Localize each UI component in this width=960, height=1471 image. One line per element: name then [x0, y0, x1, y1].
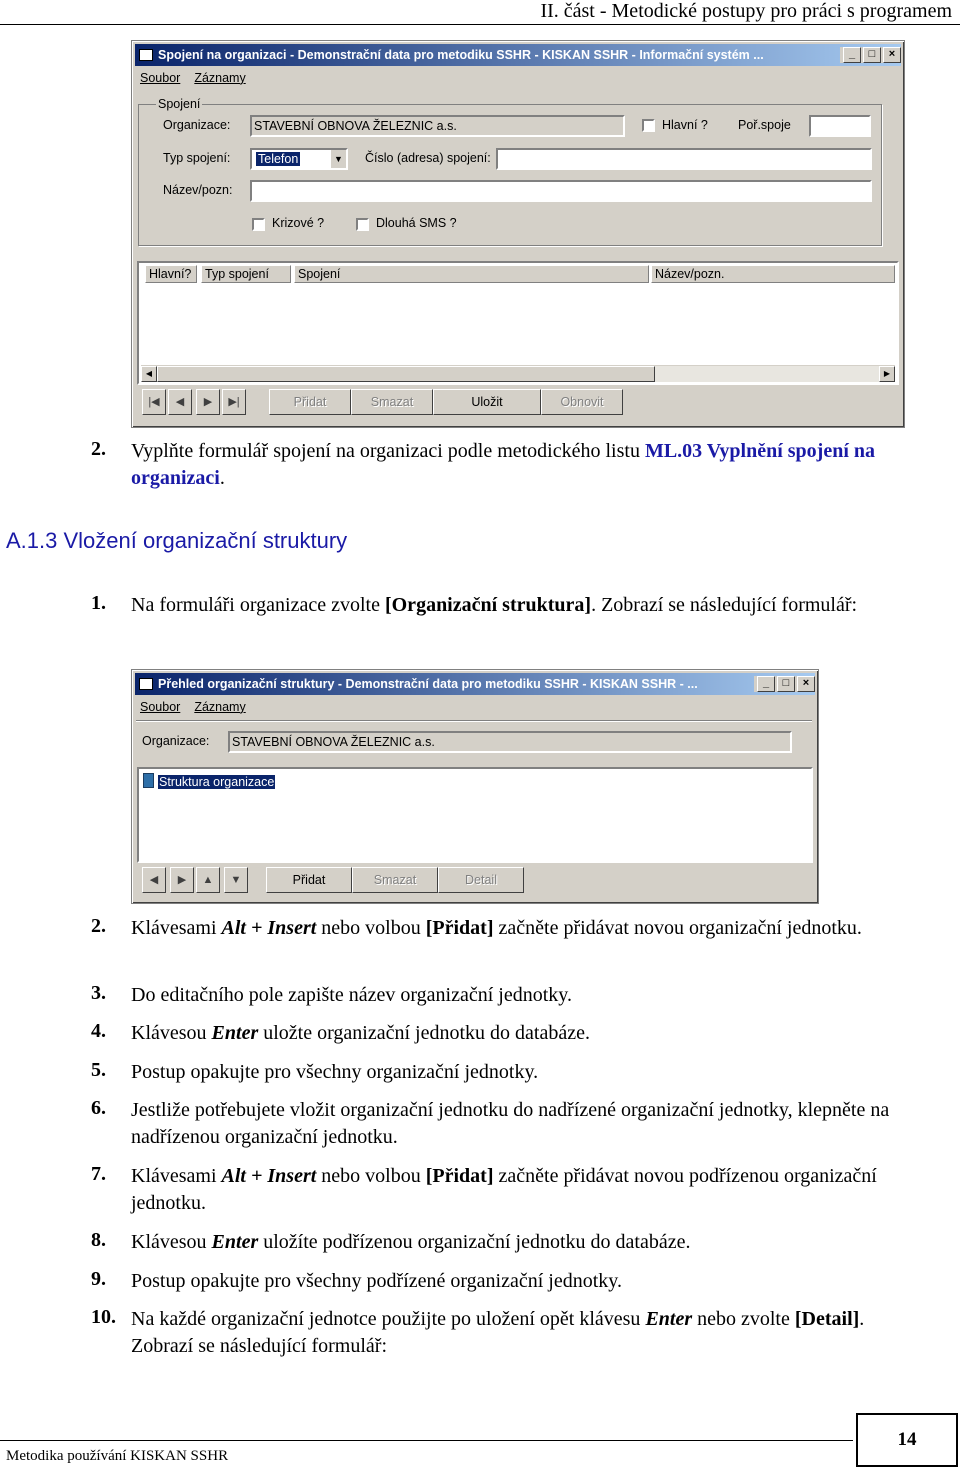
delete-button[interactable]: Smazat	[352, 867, 438, 893]
step-text-part: začněte přidávat novou podřízenou organizační jednotku.	[131, 1165, 877, 1214]
step-text-end: .	[219, 467, 225, 489]
menu-bar	[140, 71, 246, 85]
step-number: 1.	[91, 592, 106, 614]
number-label: Číslo (adresa) spojení:	[365, 151, 491, 165]
name-field[interactable]	[250, 180, 872, 202]
column-header-type[interactable]: Typ spojení	[201, 265, 291, 283]
order-field[interactable]	[809, 115, 871, 137]
step-text	[131, 982, 921, 1009]
menu-separator	[136, 720, 812, 721]
organization-field: STAVEBNÍ OBNOVA ŽELEZNIC a.s.	[228, 731, 792, 753]
step-text-part: Klávesami	[131, 917, 222, 939]
scroll-thumb[interactable]	[157, 366, 655, 382]
organization-field: STAVEBNÍ OBNOVA ŽELEZNIC a.s.	[250, 115, 625, 137]
org-structure-titlebar[interactable]	[135, 673, 815, 695]
maximize-icon[interactable]: □	[863, 47, 881, 63]
type-label: Typ spojení:	[163, 151, 231, 165]
org-structure-window	[131, 669, 819, 904]
step-text-part: Klávesou	[131, 1231, 212, 1253]
step-text-part: Postup opakujte pro všechny organizační jednotky.	[131, 1061, 539, 1083]
save-button[interactable]: Uložit	[433, 389, 541, 415]
tree-item-label: Struktura organizace	[159, 775, 275, 789]
add-button[interactable]: Přidat	[266, 867, 352, 893]
sms-label: Dlouhá SMS ?	[376, 216, 457, 230]
groupbox-label: Spojení	[158, 97, 201, 111]
step-text-part: uložíte podřízenou organizační jednotku do databáze.	[258, 1231, 691, 1253]
step-text-emphasis: [Detail]	[794, 1308, 860, 1330]
step-text-emphasis: [Přidat]	[425, 1165, 494, 1187]
window-app-icon	[139, 49, 153, 61]
minimize-icon[interactable]: _	[757, 676, 775, 692]
step-text-bold: [Organizační struktura]	[384, 594, 592, 616]
footer-rule	[0, 1440, 853, 1441]
refresh-button[interactable]: Obnovit	[541, 389, 623, 415]
last-record-icon[interactable]: ▶|	[222, 389, 246, 415]
step-number: 10.	[91, 1306, 116, 1328]
menu-bar	[140, 700, 246, 714]
menu-zaznamy[interactable]: Záznamy	[194, 71, 246, 85]
step-number: 3.	[91, 982, 106, 1004]
step-text-emphasis: Enter	[211, 1022, 259, 1044]
order-label: Poř.spoje	[738, 118, 791, 132]
section-heading: A.1.3 Vložení organizační struktury	[6, 528, 348, 553]
step-number: 5.	[91, 1059, 106, 1081]
step-number: 6.	[91, 1097, 106, 1119]
scroll-left-icon[interactable]: ◀	[141, 366, 157, 382]
crisis-checkbox[interactable]	[252, 218, 265, 231]
maximize-icon[interactable]: □	[777, 676, 795, 692]
step-text-part: . Zobrazí se následující formulář:	[131, 1308, 865, 1357]
number-field[interactable]	[496, 148, 872, 170]
step-text-emphasis: Enter	[645, 1308, 693, 1330]
step-number: 7.	[91, 1163, 106, 1185]
step-text-part: začněte přidávat novou organizační jednotku.	[493, 917, 862, 939]
step-text	[131, 592, 911, 619]
step-text	[131, 1163, 921, 1217]
step-text	[131, 915, 921, 942]
connections-grid[interactable]	[137, 261, 899, 385]
chevron-down-icon[interactable]: ▼	[330, 150, 346, 168]
step-text	[131, 1268, 921, 1295]
step-number: 2.	[91, 438, 106, 460]
type-select-value: Telefon	[258, 152, 299, 166]
first-record-icon[interactable]: |◀	[142, 389, 166, 415]
menu-soubor[interactable]: Soubor	[140, 700, 181, 714]
close-icon[interactable]: ×	[883, 47, 901, 63]
footer-text: Metodika používání KISKAN SSHR	[6, 1448, 229, 1464]
step-text-part: Vyplňte formulář spojení na organizaci podle metodického listu	[131, 440, 645, 462]
window-app-icon	[139, 678, 153, 690]
step-text-emphasis: [Přidat]	[425, 917, 494, 939]
step-text-part: . Zobrazí se následující formulář:	[591, 594, 858, 616]
step-number: 4.	[91, 1020, 106, 1042]
main-checkbox[interactable]	[642, 119, 655, 132]
move-up-icon[interactable]: ▲	[196, 867, 220, 893]
type-select[interactable]	[250, 148, 348, 170]
step-number: 9.	[91, 1268, 106, 1290]
step-text-part: uložte organizační jednotku do databáze.	[258, 1022, 590, 1044]
column-header-main[interactable]: Hlavní?	[145, 265, 197, 283]
step-text	[131, 438, 921, 492]
step-text-part: Klávesou	[131, 1022, 212, 1044]
step-text-part: Na formuláři organizace zvolte	[131, 594, 385, 616]
main-label: Hlavní ?	[662, 118, 708, 132]
step-text-emphasis: Alt + Insert	[221, 1165, 317, 1187]
step-text	[131, 1306, 921, 1360]
window-title: Přehled organizační struktury - Demonstrační data pro metodiku SSHR - KISKAN SSHR - ...	[158, 677, 698, 691]
methodology-reference[interactable]: ML.03 Vyplnění spojení na organizaci	[131, 440, 876, 489]
step-number: 8.	[91, 1229, 106, 1251]
next-record-icon[interactable]: ▶	[196, 389, 220, 415]
column-header-name[interactable]: Název/pozn.	[651, 265, 895, 283]
step-text-emphasis: Alt + Insert	[221, 917, 317, 939]
window-title: Spojení na organizaci - Demonstrační data pro metodiku SSHR - KISKAN SSHR - Informační systém ...	[158, 48, 764, 62]
step-text-part: nebo zvolte	[692, 1308, 795, 1330]
detail-button[interactable]: Detail	[438, 867, 524, 893]
step-text	[131, 1097, 921, 1151]
scroll-right-icon[interactable]: ▶	[879, 366, 895, 382]
step-text-part: Postup opakujte pro všechny podřízené organizační jednotky.	[131, 1270, 622, 1292]
menu-zaznamy[interactable]: Záznamy	[194, 700, 246, 714]
connection-window-titlebar[interactable]	[135, 44, 901, 66]
minimize-icon[interactable]: _	[843, 47, 861, 63]
step-text-part: nebo volbou	[316, 917, 426, 939]
prev-record-icon[interactable]: ◀	[168, 389, 192, 415]
close-icon[interactable]: ×	[797, 676, 815, 692]
tree-item[interactable]	[143, 773, 275, 789]
delete-button[interactable]: Smazat	[351, 389, 433, 415]
step-text-part: nebo volbou	[316, 1165, 426, 1187]
name-label: Název/pozn:	[163, 183, 233, 197]
organization-label: Organizace:	[142, 734, 210, 748]
org-tree[interactable]	[137, 767, 813, 863]
sms-checkbox[interactable]	[356, 218, 369, 231]
running-header: II. část - Metodické postupy pro práci s programem	[540, 0, 952, 22]
step-text-part: Na každé organizační jednotce použijte po uložení opět klávesu	[131, 1308, 646, 1330]
add-button[interactable]: Přidat	[269, 389, 351, 415]
column-header-connection[interactable]: Spojení	[294, 265, 649, 283]
connection-window	[131, 40, 905, 428]
move-down-icon[interactable]: ▼	[224, 867, 248, 893]
organization-label: Organizace:	[163, 118, 231, 132]
step-text-part: Do editačního pole zapište název organizační jednotky.	[131, 984, 572, 1006]
step-text-emphasis: Enter	[211, 1231, 259, 1253]
header-rule	[0, 24, 960, 25]
step-text-part: Jestliže potřebujete vložit organizační jednotku do nadřízené organizační jednotky, klepněte na nadřízenou organizační jednotku.	[131, 1099, 890, 1148]
folder-icon	[143, 773, 154, 788]
prev-record-icon[interactable]: ◀	[142, 867, 166, 893]
crisis-label: Krizové ?	[272, 216, 325, 230]
menu-soubor[interactable]: Soubor	[140, 71, 181, 85]
step-text-part: Klávesami	[131, 1165, 222, 1187]
step-number: 2.	[91, 915, 106, 937]
step-text	[131, 1229, 921, 1256]
horizontal-scrollbar[interactable]	[141, 365, 895, 382]
step-text	[131, 1020, 921, 1047]
next-record-icon[interactable]: ▶	[170, 867, 194, 893]
step-text	[131, 1059, 921, 1086]
page-number: 14	[856, 1413, 958, 1467]
